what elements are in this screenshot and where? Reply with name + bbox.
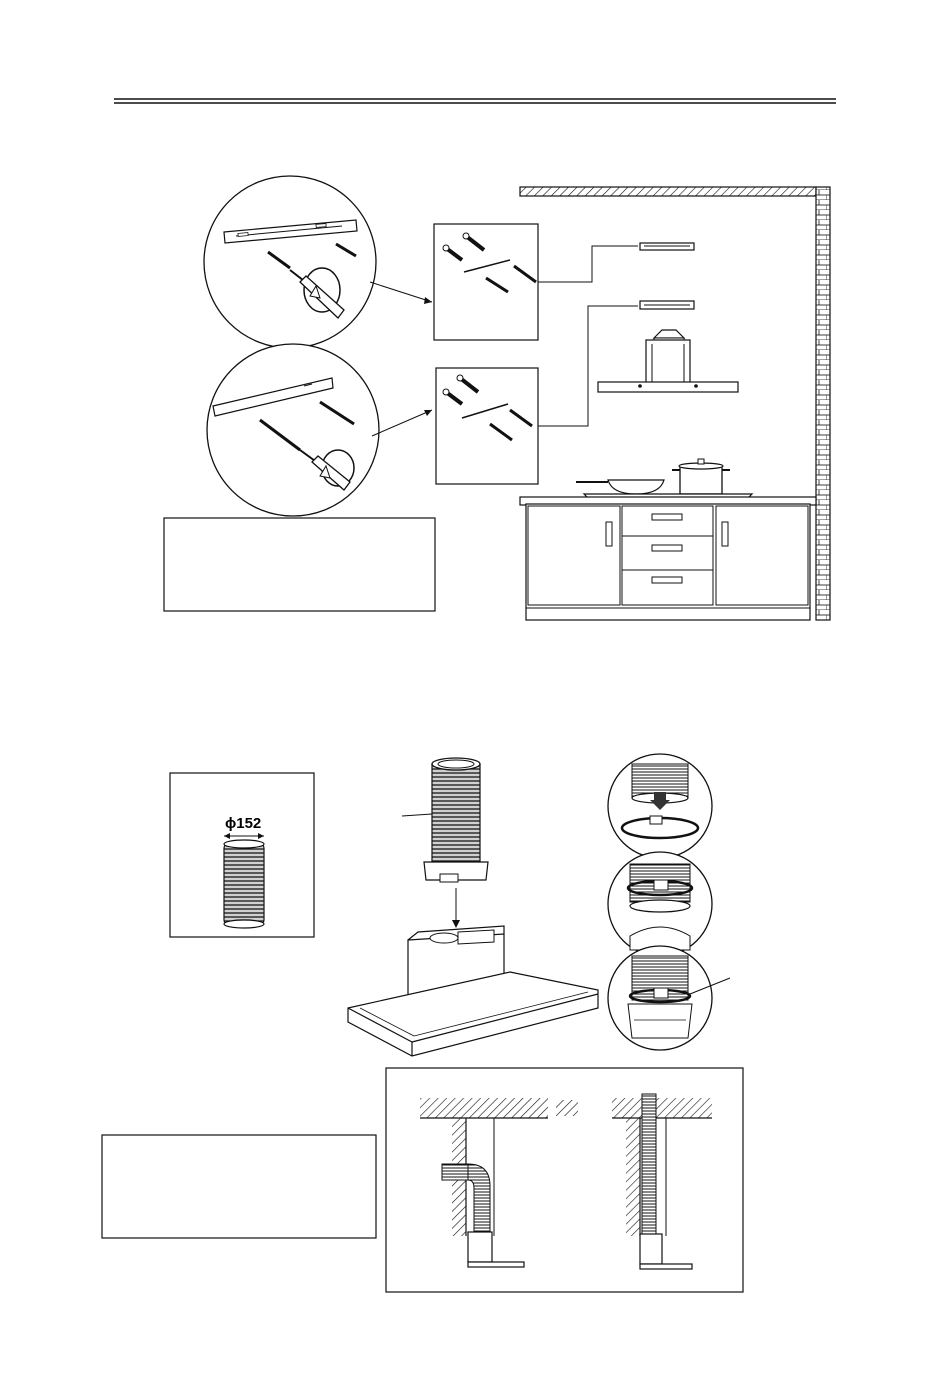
instruction-note-box-bottom [102, 1135, 376, 1238]
cooker-hood [598, 330, 738, 392]
frying-pan [576, 480, 664, 494]
duct-on-hood-illustration [348, 758, 598, 1056]
cooking-pot [672, 459, 730, 494]
bracket-detail-circle-upper [204, 176, 376, 348]
leader-line [402, 814, 432, 816]
flexible-duct-detail-box [170, 773, 314, 937]
hose-clamp-step-1 [608, 754, 712, 858]
header-rule [114, 99, 836, 103]
hose-clamp-step-3 [608, 946, 730, 1050]
leader-line [372, 410, 432, 436]
leader-line [370, 282, 432, 302]
instruction-note-box-top [164, 518, 435, 611]
leader-line [538, 306, 638, 426]
wall-plug-detail-upper [434, 224, 538, 340]
wall-plug-detail-lower [436, 368, 538, 484]
kitchen-wall-scene [520, 187, 830, 620]
hose-clamp-step-2 [608, 852, 712, 956]
exhaust-configuration-box [386, 1068, 743, 1292]
flexible-duct [224, 844, 264, 924]
duct-diameter-label: ϕ152 [225, 815, 262, 832]
bracket-detail-circle-lower [207, 344, 379, 516]
kitchen-cabinet [526, 504, 810, 620]
leader-line [538, 246, 638, 282]
